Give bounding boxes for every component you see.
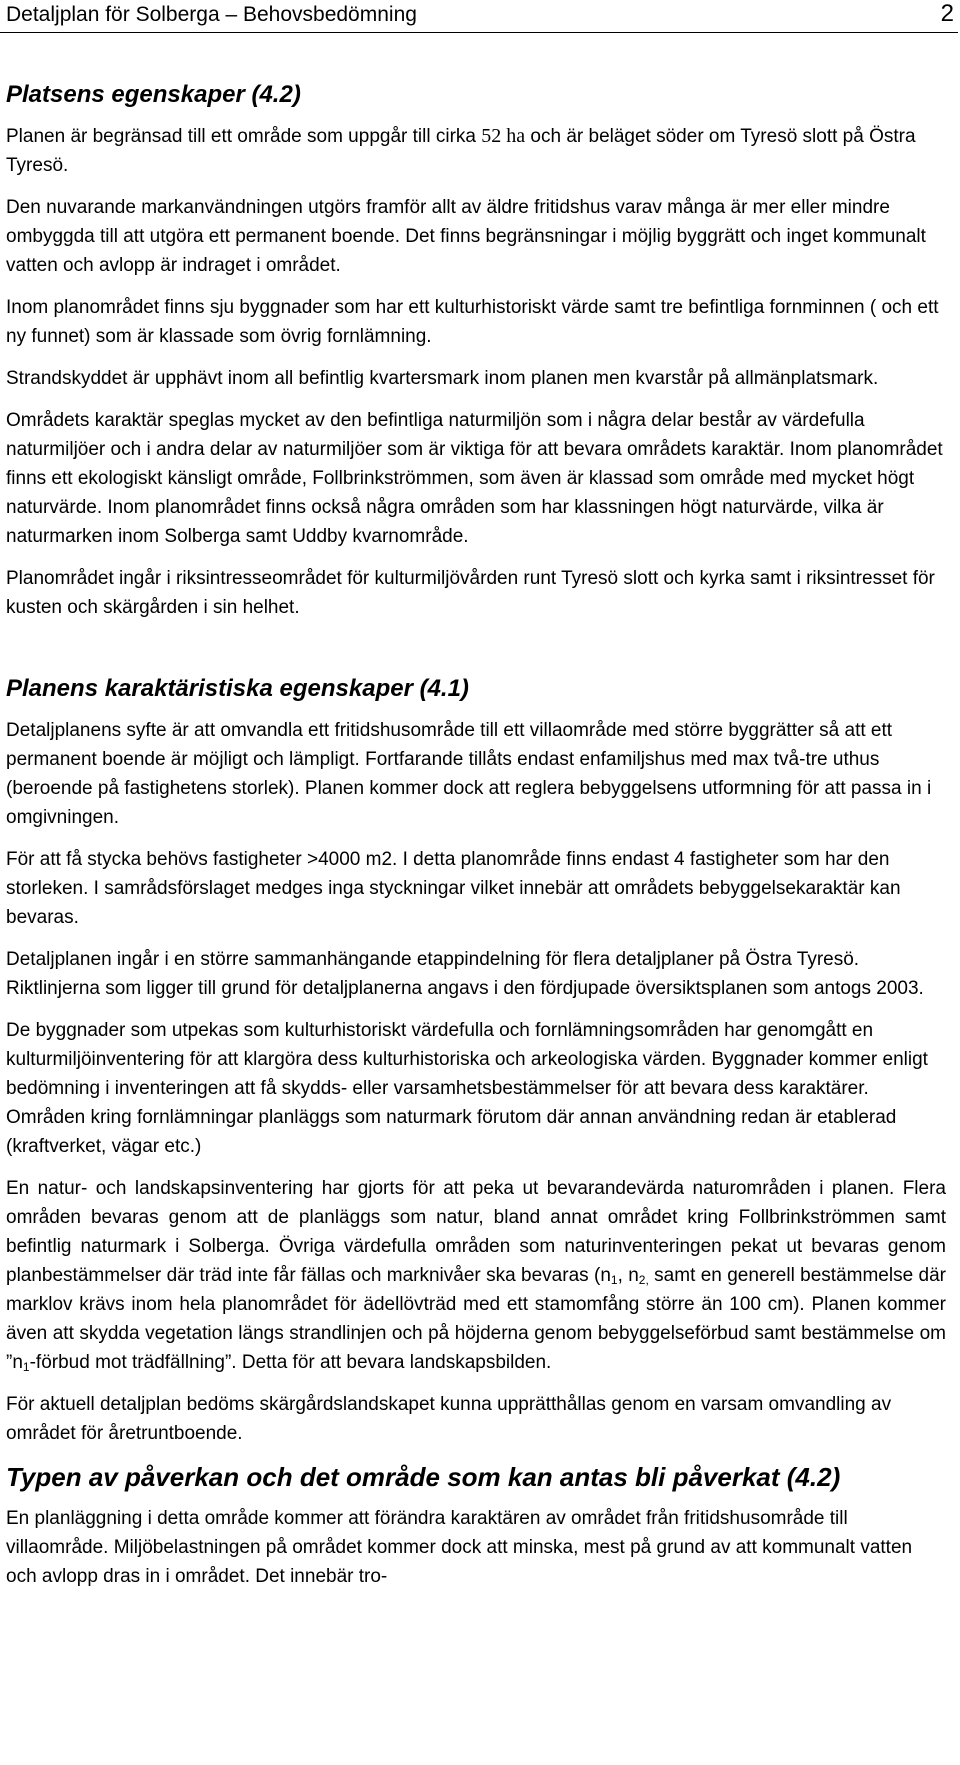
paragraph-nature-inventory: En natur- och landskapsinventering har gjorts för att peka ut bevarandevärda naturområden i planen. Flera områden bevaras genom att de planläggs som natur, bland annat området kring Follbrinkströmmen samt befintlig naturmark i Solberga. Övriga värdefulla områden som naturinventeringen pekat ut bevaras genom planbestämmelser där träd inte får fällas och marknivåer ska bevaras ($n_1$, $n_{2,}$ samt en generell bestämmelse där marklov krävs inom hela planområdet för ädellövträd med ett stamomfång större än 100 cm). Planen kommer även att skydda vegetation längs strandlinjen och på höjderna genom bebyggelseförbud samt bestämmelse om $”n_1$-förbud mot trädfällning”. Detta för att bevara landskapsbilden. <box>6 1178 946 1374</box>
paragraph-area-character: Områdets karaktär speglas mycket av den befintliga naturmiljön som i några delar består av värdefulla naturmiljöer och i andra delar av naturmiljöer som är viktiga för att bevara områdets karaktär. Inom planområdet finns ett ekologiskt känsligt område, Follbrinkströmmen, som även är klassad som område med mycket högt naturvärde. Inom planområdet finns också några områden som har klassningen högt naturvärde, vilka är naturmarken inom Solberga samt Uddby kvarnområde. <box>6 410 943 547</box>
paragraph-plan-area: Planen är begränsad till ett område som uppgår till cirka 52 ha och är beläget söder om Tyresö slott på Östra Tyresö. <box>6 125 916 176</box>
paragraph-cultural-buildings: Inom planområdet finns sju byggnader som har ett kulturhistoriskt värde samt tre befintliga fornminnen ( och ett ny funnet) som är klassade som övrig fornlämning. <box>6 297 939 347</box>
paragraph-archipelago: För aktuell detaljplan bedöms skärgårdslandskapet kunna upprätthållas genom en varsam omvandling av området för åretruntboende. <box>6 1394 892 1444</box>
paragraph-plan-purpose: Detaljplanens syfte är att omvandla ett fritidshusområde till ett villaområde med större byggrätter så att ett permanent boende är möjligt och lämpligt. Fortfarande tillåts endast enfamiljshus med max två-tre uthus (beroende på fastighetens storlek). Planen kommer dock att reglera bebyggelsens utformning för att passa in i omgivningen. <box>6 720 932 828</box>
page-header <box>0 0 958 33</box>
area-value: 52 ha <box>481 125 526 147</box>
document-body <box>6 80 946 1604</box>
paragraph-impact: En planläggning i detta område kommer att förändra karaktären av området från fritidshusområde till villaområde. Miljöbelastningen på området kommer dock att minska, mest på grund av att kommunalt vatten och avlopp dras in i området. Det innebär tro- <box>6 1508 913 1587</box>
page-number: 2 <box>940 0 954 27</box>
paragraph-stage-division: Detaljplanen ingår i en större sammanhängande etappindelning för flera detaljplaner på Östra Tyresö. Riktlinjerna som ligger till grund för detaljplanerna angavs i den fördjupade översiktsplanen som antogs 2003. <box>6 949 924 999</box>
section-heading-planens-karakteristiska: Planens karaktäristiska egenskaper (4.1) <box>6 675 469 702</box>
paragraph-shore-protection: Strandskyddet är upphävt inom all befintlig kvartersmark inom planen men kvarstår på allmänplatsmark. <box>6 368 879 389</box>
section-heading-typen-av-paverkan: Typen av påverkan och det område som kan antas bli påverkat (4.2) <box>6 1462 841 1492</box>
document-title: Detaljplan för Solberga – Behovsbedömning <box>6 3 417 26</box>
paragraph-land-use: Den nuvarande markanvändningen utgörs framför allt av äldre fritidshus varav många är mer eller mindre ombyggda till att utgöra ett permanent boende. Det finns begränsningar i möjlig byggrätt och inget kommunalt vatten och avlopp är indraget i området. <box>6 197 926 276</box>
paragraph-national-interest: Planområdet ingår i riksintresseområdet för kulturmiljövården runt Tyresö slott och kyrka samt i riksintresset för kusten och skärgården i sin helhet. <box>6 568 935 618</box>
paragraph-parcel-division: För att få stycka behövs fastigheter >4000 m2. I detta planområde finns endast 4 fastigheter som har den storleken. I samrådsförslaget medges inga styckningar vilket innebär att områdets bebyggelsekaraktär kan bevaras. <box>6 849 901 928</box>
section-heading-platsens-egenskaper: Platsens egenskaper (4.2) <box>6 81 301 108</box>
paragraph-cultural-inventory: De byggnader som utpekas som kulturhistoriskt värdefulla och fornlämningsområden har genomgått en kulturmiljöinventering för att klargöra dess kulturhistoriska och arkeologiska värden. Byggnader kommer enligt bedömning i inventeringen att få skydds- eller varsamhetsbestämmelser för att bevara dess karaktärer. Områden kring fornlämningar planläggs som naturmark förutom där annan användning redan är etablerad (kraftverket, vägar etc.) <box>6 1020 928 1157</box>
